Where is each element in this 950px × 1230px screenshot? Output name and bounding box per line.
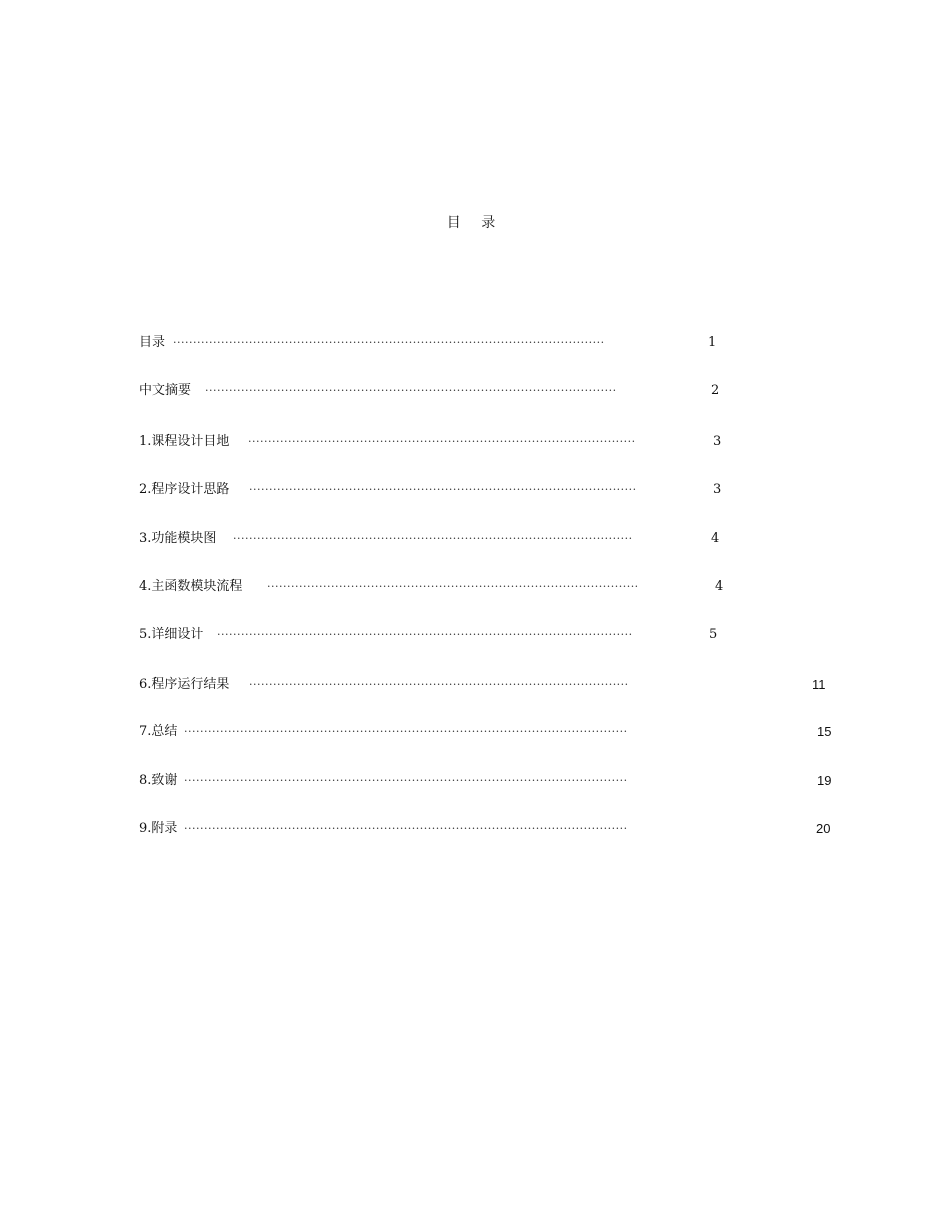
- toc-page-number: 3: [713, 434, 722, 449]
- toc-leader-dots: ·····························································································: [267, 580, 639, 593]
- toc-entry-label: 6.程序运行结果: [139, 677, 230, 692]
- toc-page-number: 11: [812, 677, 826, 692]
- toc-leader-dots: ···············································································································: [184, 822, 628, 835]
- toc-page-number: 15: [817, 724, 832, 739]
- toc-entry-label: 9.附录: [139, 821, 178, 836]
- toc-entry-label: 7.总结: [139, 724, 178, 739]
- toc-leader-dots: ···············································································································: [184, 774, 628, 787]
- toc-entry-label: 1.课程设计目地: [139, 434, 230, 449]
- toc-entry-label: 5.详细设计: [139, 627, 204, 642]
- toc-entry-label: 4.主函数模块流程: [139, 579, 243, 594]
- toc-page-number: 4: [715, 579, 724, 594]
- toc-leader-dots: ····································································································: [233, 532, 633, 545]
- toc-page-number: 3: [713, 482, 722, 497]
- toc-page-number: 1: [708, 335, 717, 350]
- toc-leader-dots: ·······························································································: [249, 678, 629, 691]
- page-title: 目 录: [446, 215, 504, 231]
- toc-leader-dots: ········································································································: [217, 628, 633, 641]
- toc-entry-label: 3.功能模块图: [139, 531, 217, 546]
- toc-entry-label: 中文摘要: [139, 383, 192, 398]
- toc-page-number: 19: [817, 773, 832, 788]
- toc-leader-dots: ·······································································································: [205, 384, 617, 397]
- toc-leader-dots: ·································································································: [249, 483, 637, 496]
- toc-page-number: 5: [709, 627, 718, 642]
- toc-leader-dots: ·································································································: [248, 435, 636, 448]
- toc-page-number: 4: [711, 531, 720, 546]
- toc-leader-dots: ············································································································: [173, 336, 605, 349]
- toc-entry-label: 2.程序设计思路: [139, 482, 230, 497]
- toc-entry-label: 目录: [139, 335, 166, 350]
- toc-page-number: 2: [711, 383, 720, 398]
- toc-leader-dots: ···············································································································: [184, 725, 628, 738]
- toc-page-number: 20: [816, 821, 831, 836]
- toc-entry-label: 8.致谢: [139, 773, 178, 788]
